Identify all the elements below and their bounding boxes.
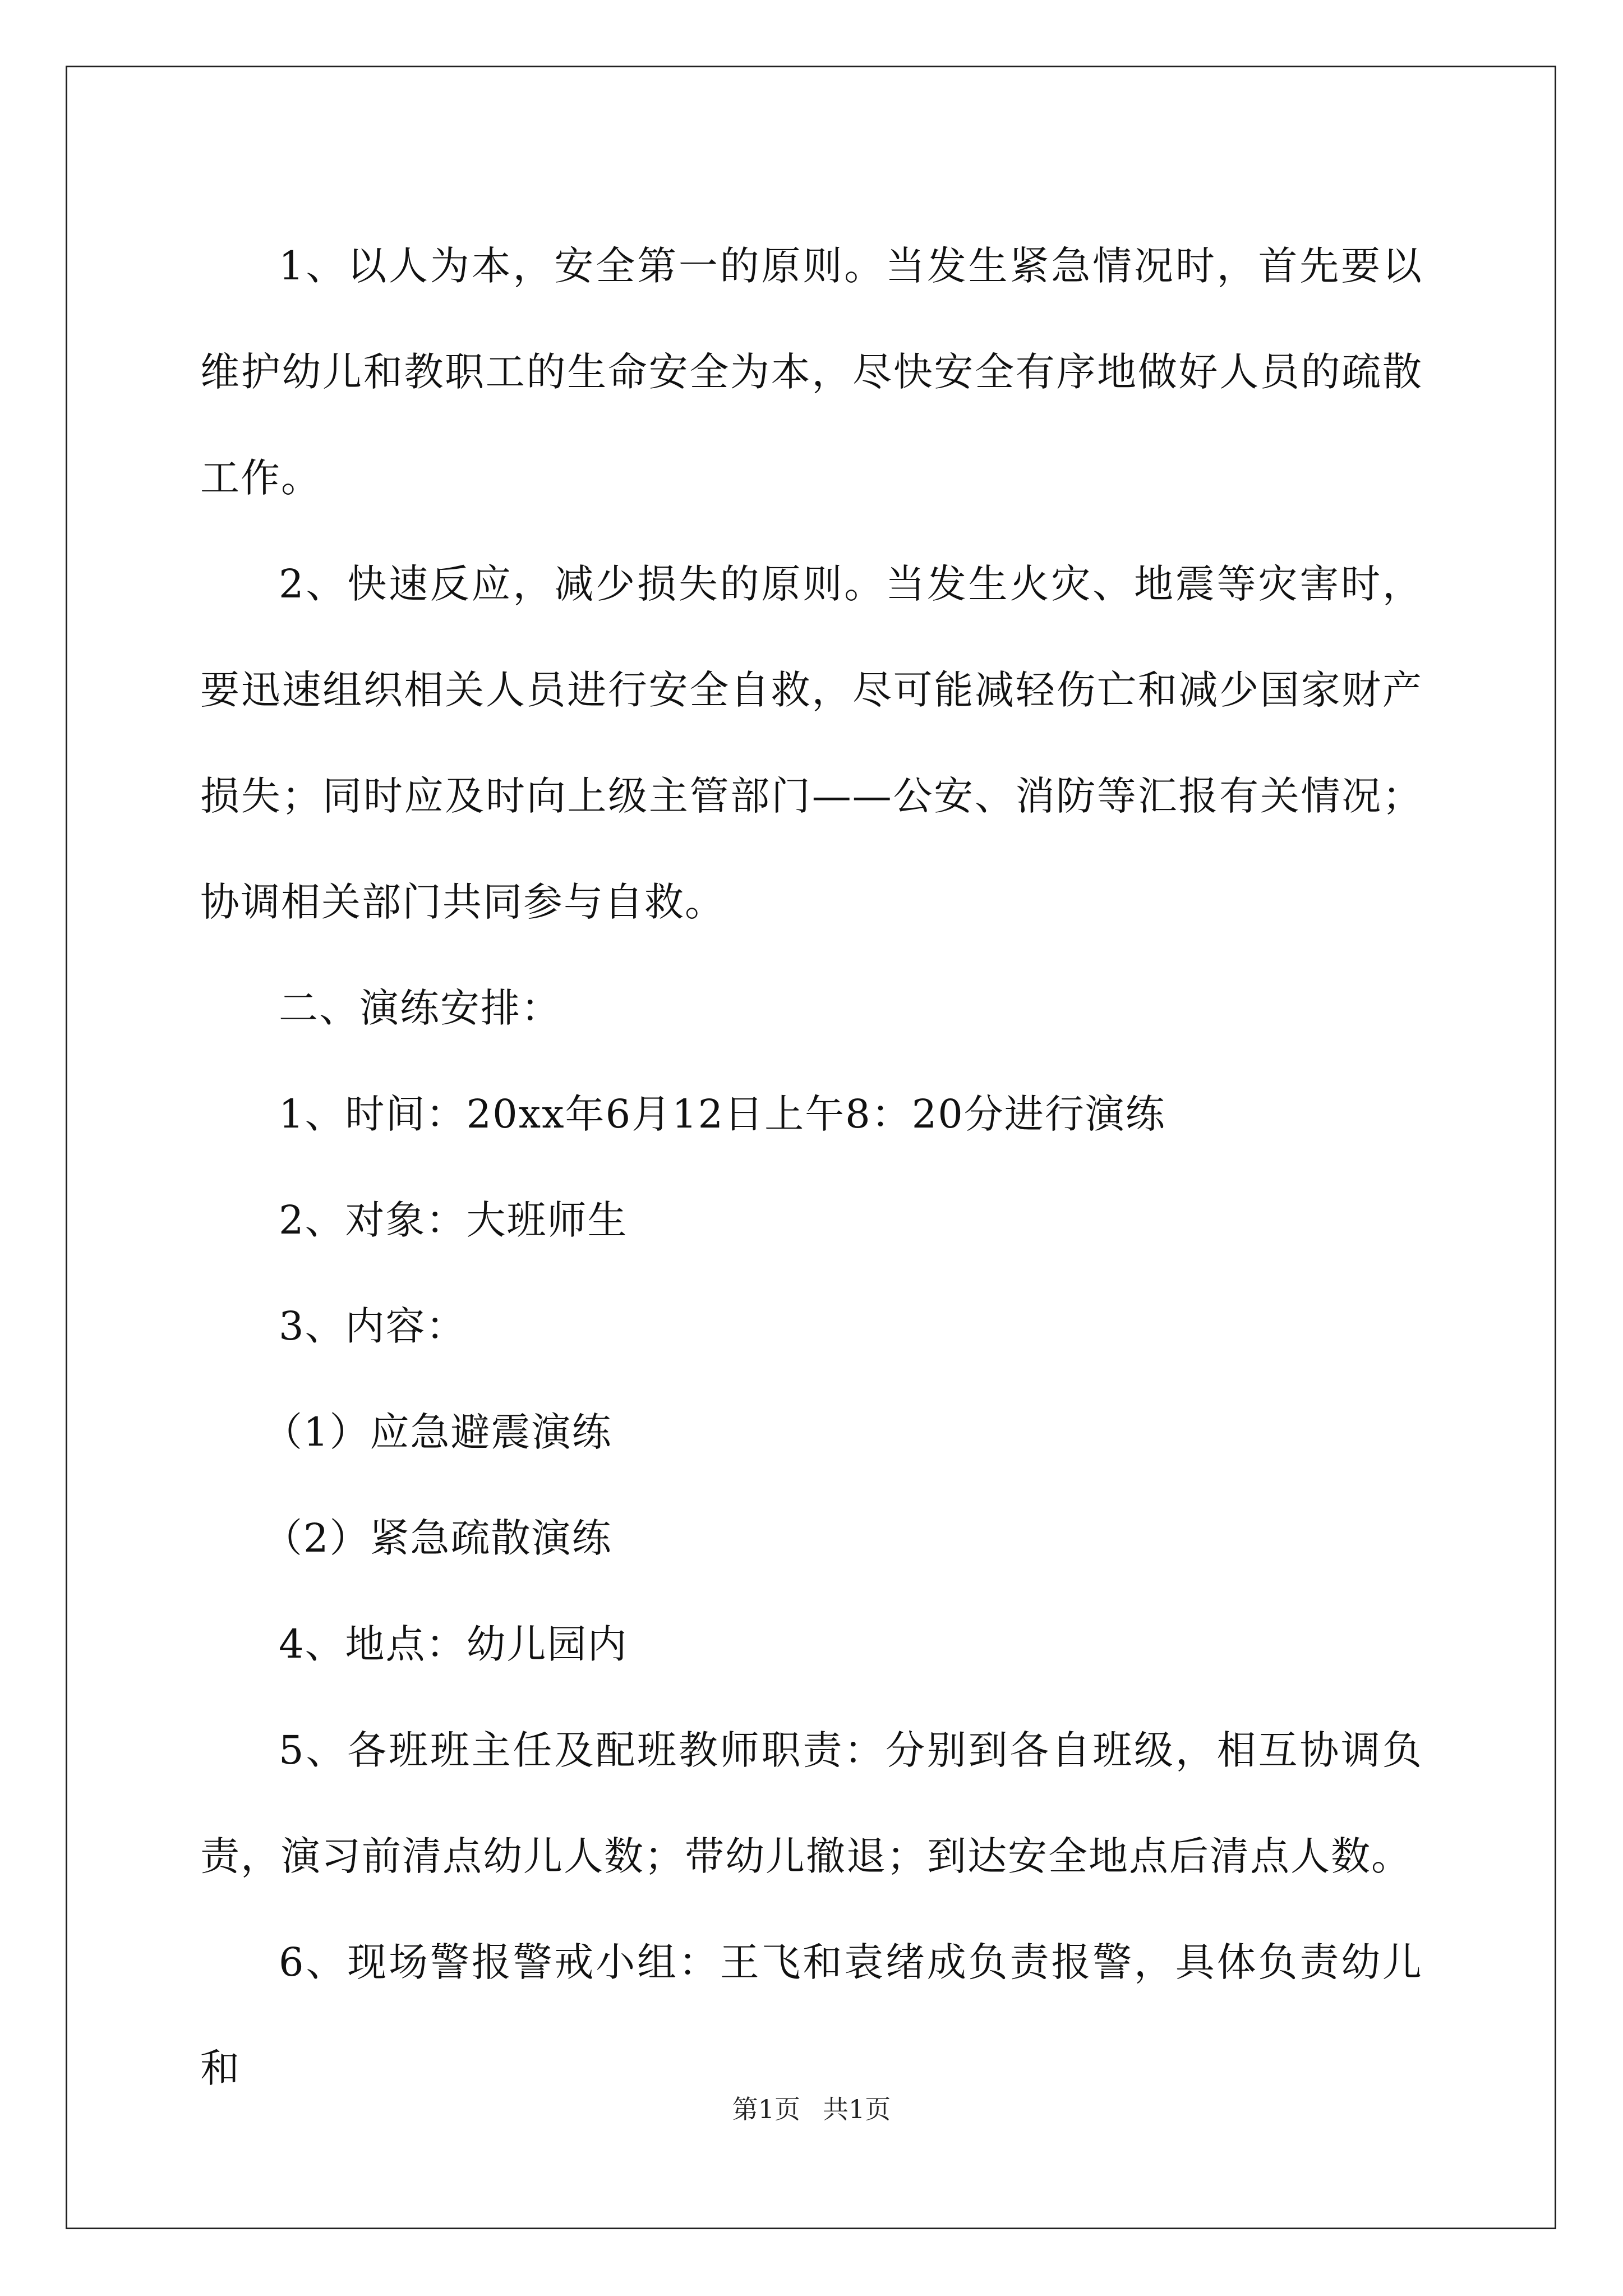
- page-footer: [0, 2092, 1623, 2126]
- page-total: 共1页: [823, 2094, 891, 2124]
- paragraph-evacuation-drill: （2）紧急疏散演练: [263, 1515, 612, 1561]
- paragraph-principle-2: 2、快速反应，减少损失的原则。当发生火灾、地震等灾害时，要迅速组织相关人员进行安全自救，尽可能减轻伤亡和减少国家财产损失；同时应及时向上级主管部门——公安、消防等汇报有关情况；协调相关部门共同参与自救。: [200, 561, 1423, 925]
- page-number: 第1页: [732, 2094, 800, 2124]
- paragraph-location: 4、地点：幼儿园内: [279, 1621, 628, 1667]
- paragraph-earthquake-drill: （1）应急避震演练: [263, 1409, 612, 1455]
- paragraph-time: 1、时间：20xx年6月12日上午8：20分进行演练: [279, 1091, 1166, 1137]
- document-body: [200, 213, 1423, 2122]
- paragraph-alarm-group: 6、现场警报警戒小组：王飞和袁绪成负责报警，具体负责幼儿和: [200, 1939, 1423, 2091]
- section-heading-drill-arrangement: 二、演练安排：: [279, 985, 561, 1031]
- paragraph-content: 3、内容：: [279, 1303, 467, 1349]
- paragraph-principle-1: 1、以人为本，安全第一的原则。当发生紧急情况时，首先要以维护幼儿和教职工的生命安全为本，尽快安全有序地做好人员的疏散工作。: [200, 243, 1423, 501]
- paragraph-target: 2、对象：大班师生: [279, 1197, 628, 1243]
- paragraph-teacher-duties: 5、各班班主任及配班教师职责：分别到各自班级，相互协调负责，演习前清点幼儿人数；带幼儿撤退；到达安全地点后清点人数。: [200, 1727, 1423, 1879]
